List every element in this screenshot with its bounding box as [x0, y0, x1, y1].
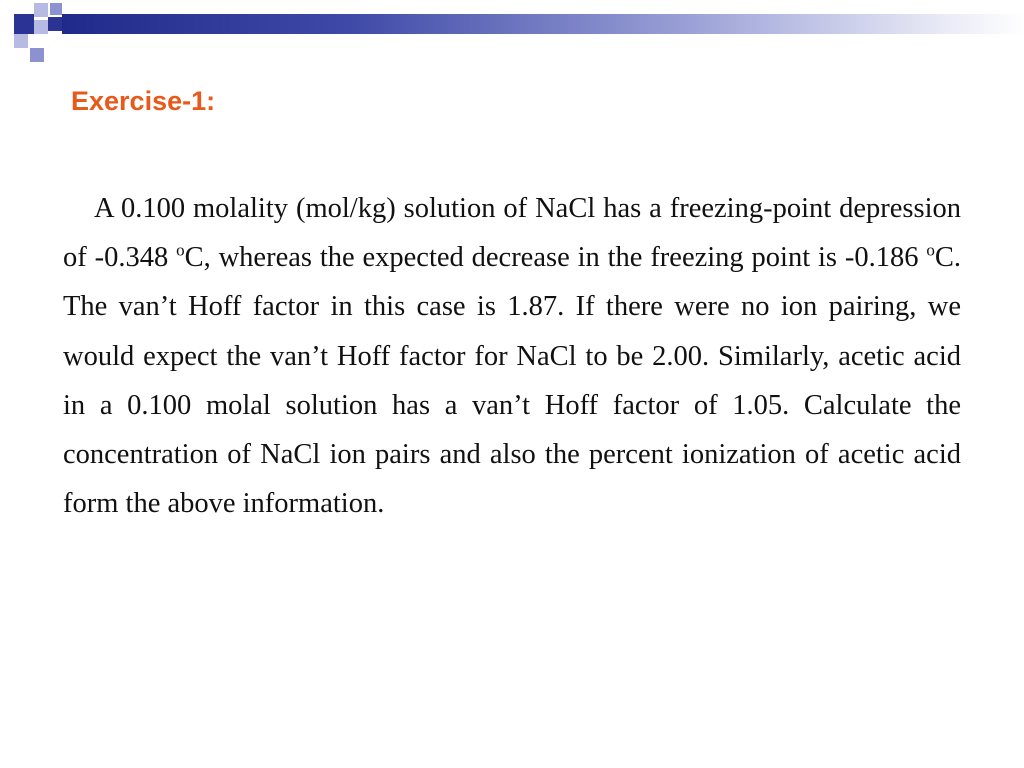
paragraph-text-2: C, whereas the expected decrease in the freezing point is -0.186 — [184, 242, 927, 274]
header-gradient-bar — [62, 14, 1024, 34]
decor-square — [48, 17, 62, 31]
decor-square — [50, 3, 62, 15]
paragraph-text-1: A 0.100 molality (mol/kg) solution of NaCl has a freezing-point depression of -0.348 — [63, 193, 961, 274]
decor-square — [14, 34, 28, 48]
decor-square — [34, 3, 48, 17]
decor-square — [34, 20, 48, 34]
decor-square — [14, 14, 34, 34]
exercise-paragraph — [63, 184, 961, 528]
paragraph-text-3: C. The van’t Hoff factor in this case is 1.87. If there were no ion pairing, we would expect the van’t Hoff factor for NaCl to be 2.00. Similarly, acetic acid in a 0.100 molal solution has a van’t Hoff factor of 1.05. Calculate the concentration of NaCl ion pairs and also the percent ionization of acetic acid form the above information. — [63, 242, 961, 520]
degree-superscript: o — [926, 240, 935, 260]
decor-square — [30, 48, 44, 62]
degree-superscript: o — [176, 240, 185, 260]
slide-title: Exercise-1: — [71, 86, 216, 116]
